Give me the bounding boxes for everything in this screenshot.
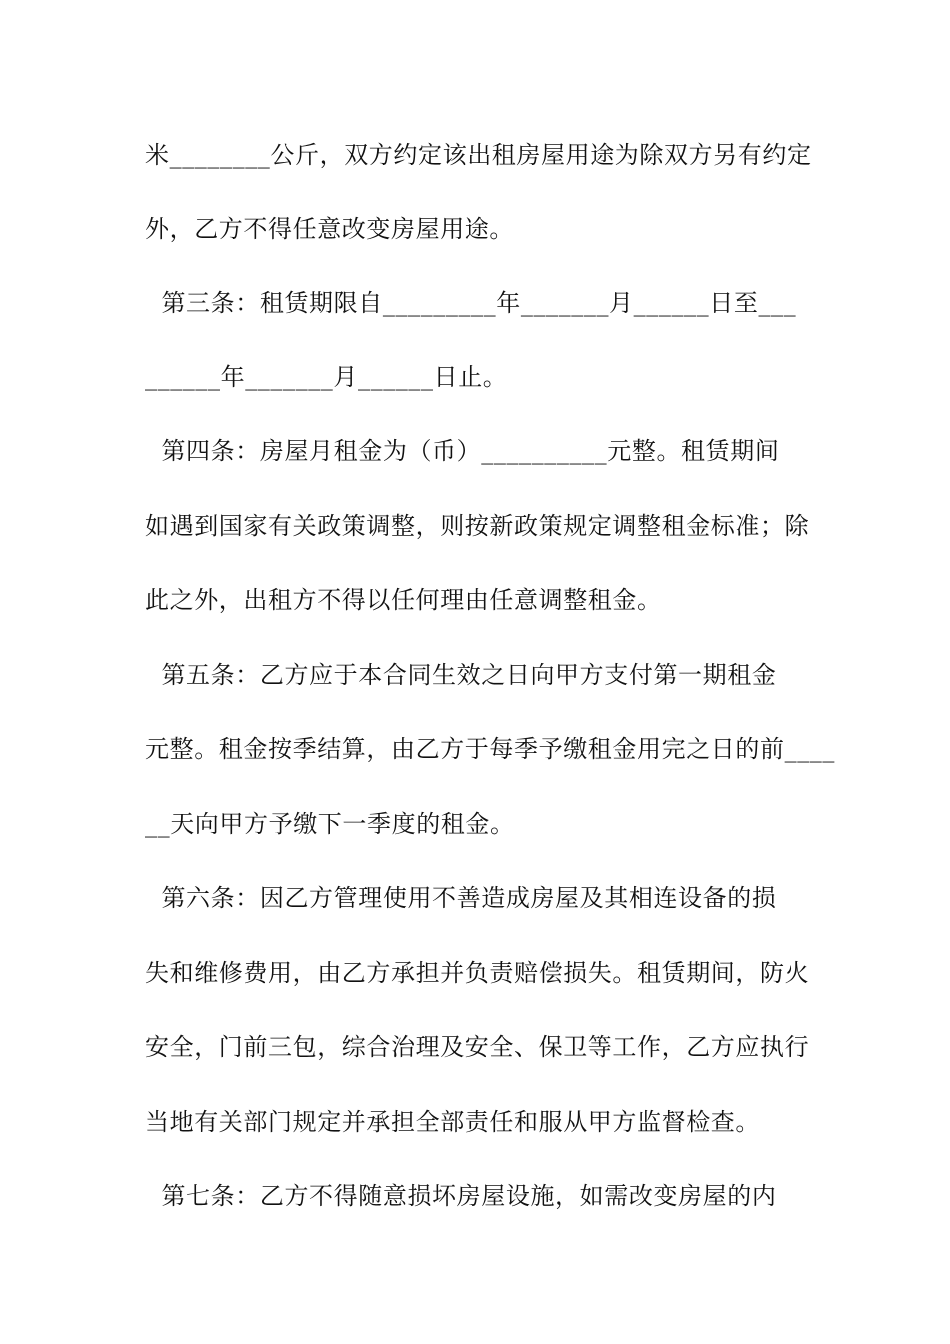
- text-line: 失和维修费用，由乙方承担并负责赔偿损失。租赁期间，防火: [145, 959, 810, 987]
- text-line: 此之外，出租方不得以任何理由任意调整租金。: [145, 586, 662, 614]
- text-line: 米________公斤，双方约定该出租房屋用途为除双方另有约定: [145, 141, 812, 169]
- text-line: 第三条：租赁期限自_________年_______月______日至___: [145, 289, 797, 317]
- text-line: 安全，门前三包，综合治理及安全、保卫等工作，乙方应执行: [145, 1033, 810, 1061]
- text-line: __天向甲方予缴下一季度的租金。: [145, 810, 515, 838]
- text-line: 外，乙方不得任意改变房屋用途。: [145, 215, 514, 243]
- text-line: 第七条：乙方不得随意损坏房屋设施，如需改变房屋的内: [145, 1182, 777, 1210]
- text-line: ______年_______月______日止。: [145, 363, 508, 391]
- text-line: 第五条：乙方应于本合同生效之日向甲方支付第一期租金: [145, 661, 777, 689]
- text-line: 元整。租金按季结算，由乙方于每季予缴租金用完之日的前____: [145, 735, 835, 763]
- text-line: 当地有关部门规定并承担全部责任和服从甲方监督检查。: [145, 1108, 760, 1136]
- text-line: 第四条：房屋月租金为（币）__________元整。租赁期间: [145, 437, 780, 465]
- text-line: 第六条：因乙方管理使用不善造成房屋及其相连设备的损: [145, 884, 777, 912]
- text-line: 如遇到国家有关政策调整，则按新政策规定调整租金标准；除: [145, 512, 810, 540]
